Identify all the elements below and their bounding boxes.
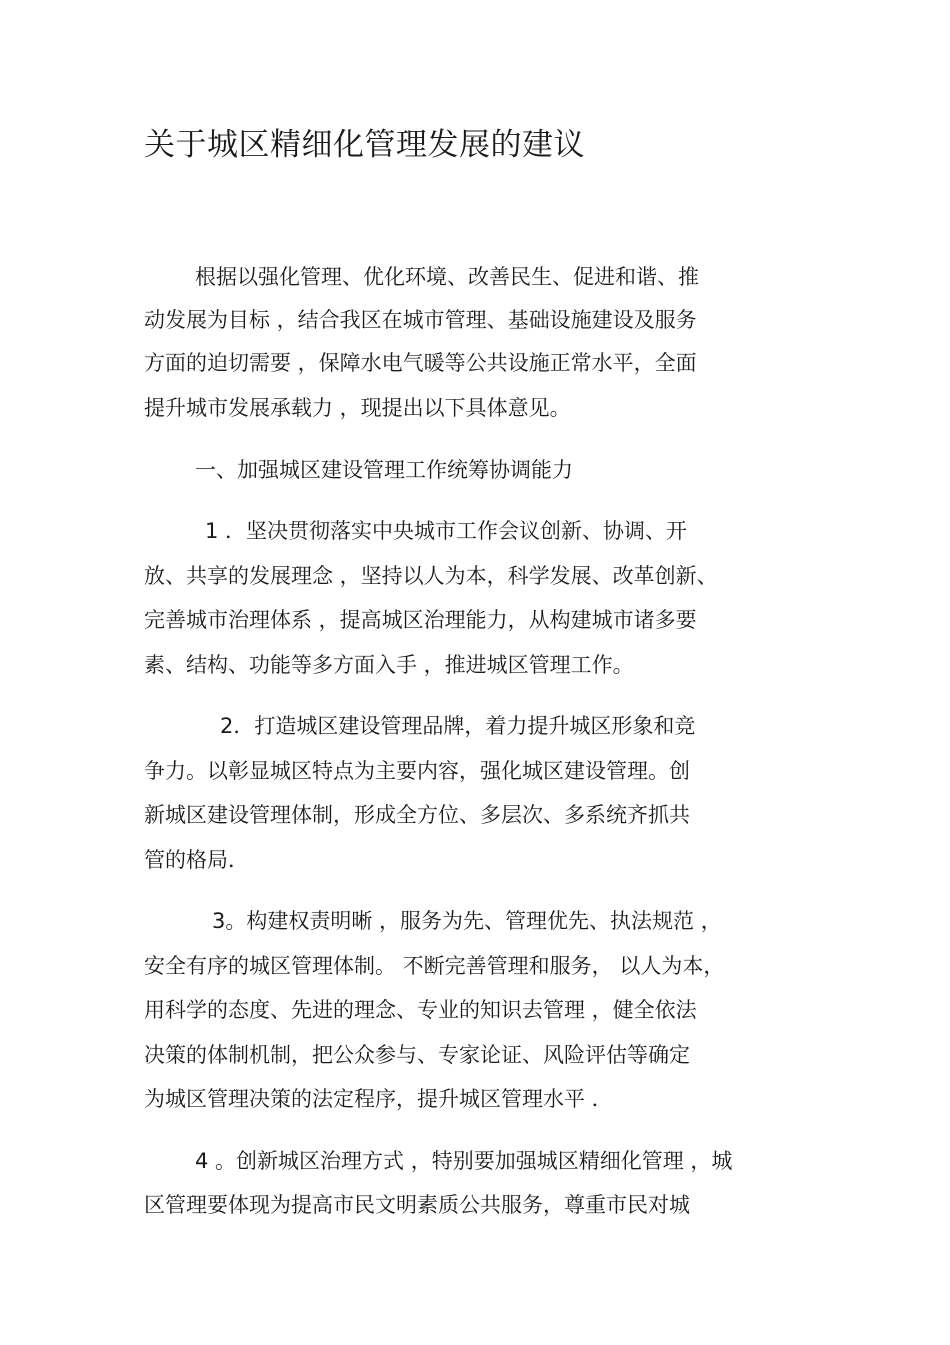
item-3-line-4: 决策的体制机制，把公众参与、专家论证、风险评估等确定 bbox=[144, 1043, 690, 1067]
intro-line-1: 根据以强化管理、优化环境、改善民生、促进和谐、推 bbox=[195, 265, 699, 289]
document-title: 关于城区精细化管理发展的建议 bbox=[144, 127, 585, 163]
item-2-line-2: 争力。以彰显城区特点为主要内容，强化城区建设管理。创 bbox=[144, 759, 690, 783]
item-4-line-2: 区管理要体现为提高市民文明素质公共服务，尊重市民对城 bbox=[144, 1193, 690, 1217]
item-1-line-1: 1 ．坚决贯彻落实中央城市工作会议创新、协调、开 bbox=[205, 519, 688, 543]
intro-line-2: 动发展为目标 ，结合我区在城市管理、基础设施建设及服务 bbox=[144, 308, 697, 332]
section-heading: 一、加强城区建设管理工作统筹协调能力 bbox=[195, 458, 573, 482]
item-4-line-1: 4 。创新城区治理方式 ，特别要加强城区精细化管理 ，城 bbox=[195, 1149, 733, 1173]
item-3-line-2: 安全有序的城区管理体制。 不断完善管理和服务， 以人为本， bbox=[144, 954, 725, 978]
item-3-line-3: 用科学的态度、先进的理念、专业的知识去管理 ，健全依法 bbox=[144, 998, 697, 1022]
item-2-line-4: 管的格局． bbox=[144, 848, 249, 872]
intro-line-3: 方面的迫切需要 ，保障水电气暖等公共设施正常水平，全面 bbox=[144, 351, 697, 375]
item-3-line-5: 为城区管理决策的法定程序，提升城区管理水平 ． bbox=[144, 1087, 613, 1111]
item-2-line-3: 新城区建设管理体制，形成全方位、多层次、多系统齐抓共 bbox=[144, 803, 690, 827]
item-2-line-1: 2．打造城区建设管理品牌，着力提升城区形象和竞 bbox=[220, 714, 696, 738]
intro-line-4: 提升城市发展承载力 ，现提出以下具体意见。 bbox=[144, 396, 571, 420]
item-3-line-1: 3。构建权责明晰 ，服务为先、管理优先、执法规范 ， bbox=[212, 909, 722, 933]
item-1-line-4: 素、结构、功能等多方面入手 ，推进城区管理工作。 bbox=[144, 653, 634, 677]
item-1-line-2: 放、共享的发展理念 ，坚持以人为本，科学发展、改革创新、 bbox=[144, 564, 718, 588]
item-1-line-3: 完善城市治理体系 ，提高城区治理能力，从构建城市诸多要 bbox=[144, 608, 697, 632]
